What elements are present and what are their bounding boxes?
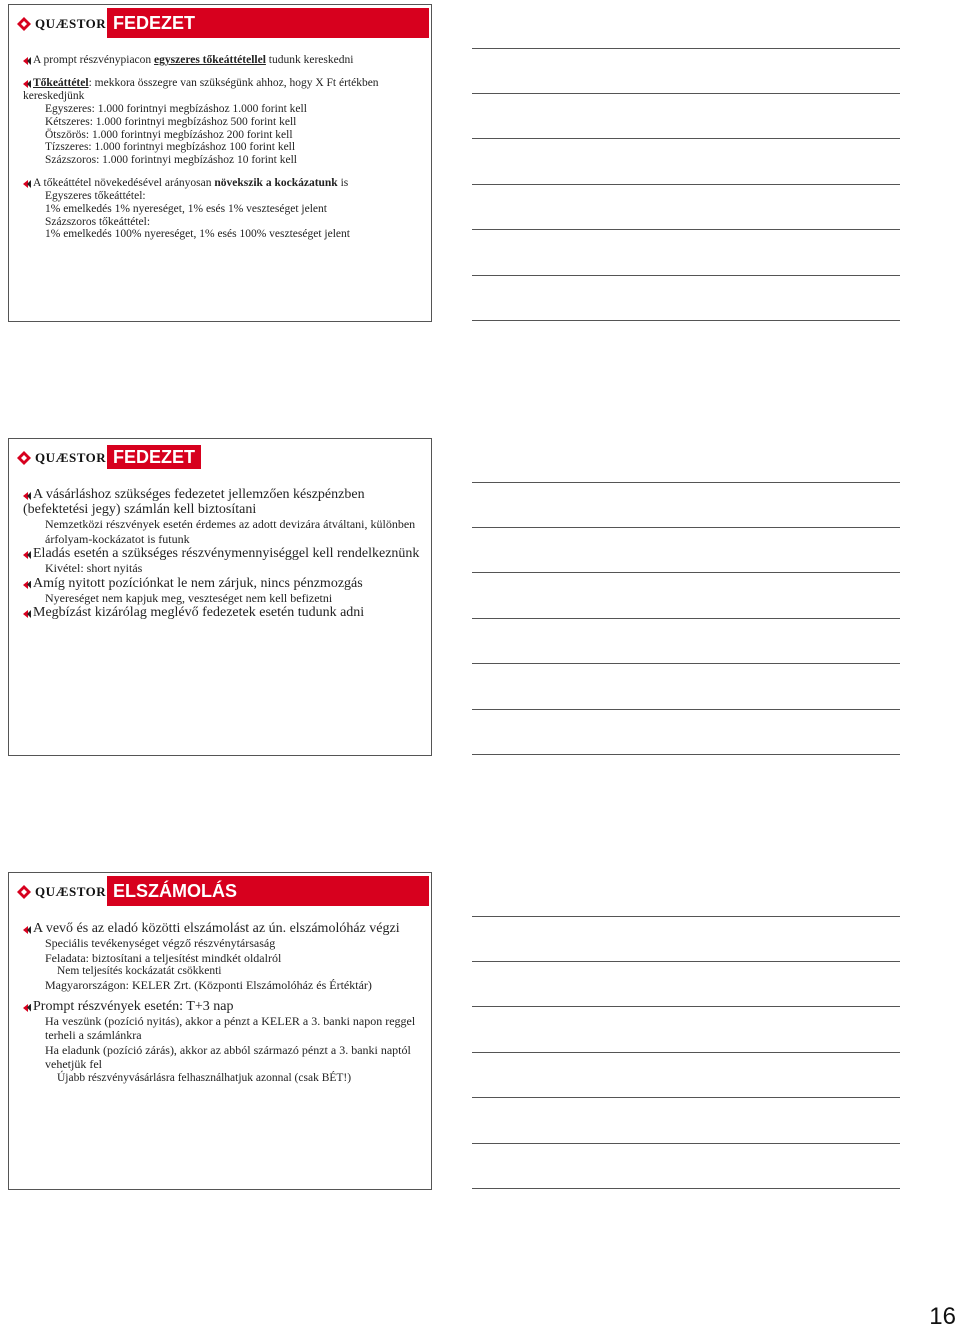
logo-text: QUÆSTOR (35, 450, 107, 465)
text: Amíg nyitott pozíciónkat le nem zárjuk, nincs pénzmozgás (33, 575, 363, 591)
bullet-item (23, 546, 423, 561)
bullet-item (23, 487, 423, 517)
sub-item: Kétszeres: 1.000 forintnyi megbízáshoz 500 forint kell (45, 115, 297, 128)
bullet-icon (23, 78, 31, 86)
slide-body (23, 921, 423, 1085)
text: Eladás esetén a szükséges részvénymennyiséggel kell rendelkeznünk (33, 546, 420, 561)
sub-item: Speciális tevékenységet végző részvénytársaság (45, 936, 276, 950)
sub-item: 1% emelkedés 1% nyereséget, 1% esés 1% veszteséget jelent (45, 202, 327, 215)
sub-item: Százszoros tőkeáttétel: (45, 215, 151, 228)
text: is (337, 176, 349, 189)
sub-item: Ha veszünk (pozíció nyitás), akkor a pénzt a KELER a 3. banki napon reggel terheli a számlánkra (45, 1013, 416, 1042)
sub-item: Ha eladunk (pozíció zárás), akkor az abból származó pénzt a 3. banki naptól vehetjük fel (45, 1042, 411, 1071)
text: A vásárláshoz szükséges fedezetet jellemzően készpénzben (befektetési jegy) számlán kell biztosítani (23, 487, 365, 517)
sub-item: Nyereséget nem kapjuk meg, veszteséget nem kell befizetni (45, 590, 333, 605)
sub-item: Egyszeres tőkeáttétel: (45, 189, 146, 202)
sub-sub-item: Újabb részvényvásárlásra felhasználhatjuk azonnal (csak BÉT!) (57, 1071, 352, 1084)
slide-header (9, 873, 431, 905)
slide-header (9, 5, 431, 37)
notes-lines-1 (472, 0, 900, 330)
bullet-icon (23, 579, 31, 587)
text: A prompt részvénypiacon (33, 54, 155, 66)
quaestor-logo (17, 447, 107, 469)
bullet-icon (23, 55, 31, 63)
logo-mark-icon (17, 17, 31, 31)
bullet-icon (23, 924, 31, 932)
quaestor-logo (17, 13, 107, 35)
bullet-item (23, 54, 423, 67)
slide-title (107, 442, 429, 472)
bullet-item (23, 177, 423, 190)
text: A vevő és az eladó közötti elszámolást az ún. elszámolóház végzi (33, 921, 400, 936)
logo-mark-icon (17, 885, 31, 899)
bullet-icon (23, 1002, 31, 1010)
sub-item: Százszoros: 1.000 forintnyi megbízáshoz 10 forint kell (45, 154, 297, 167)
quaestor-logo (17, 881, 107, 903)
sub-sub-item: Nem teljesítés kockázatát csökkenti (57, 965, 222, 977)
text-bold: Tőkeáttétel (33, 77, 89, 89)
slide-title: ELSZÁMOLÁS (107, 876, 429, 906)
sub-item: Magyarországon: KELER Zrt. (Központi Elszámolóház és Értéktár) (45, 978, 372, 992)
bullet-icon (23, 490, 31, 498)
notes-lines-3 (472, 868, 900, 1198)
sub-item: Kivétel: short nyitás (45, 561, 143, 575)
bullet-icon (23, 549, 31, 557)
text-bold: növekszik a kockázatunk (214, 176, 338, 189)
sub-item: 1% emelkedés 100% nyereséget, 1% esés 100% veszteséget jelent (45, 228, 350, 241)
text-bold: egyszeres tőkeáttétellel (154, 54, 266, 66)
bullet-item (23, 921, 423, 936)
slide-body (23, 54, 423, 241)
sub-item: Nemzetközi részvények esetén érdemes az adott devizára átváltani, különben árfolyam-kockázatot is futunk (45, 517, 416, 546)
text: tudunk kereskedni (265, 54, 354, 66)
sub-item: Tízszeres: 1.000 forintnyi megbízáshoz 100 forint kell (45, 141, 296, 154)
slide-elszamolas (8, 872, 432, 1190)
text: Megbízást kizárólag meglévő fedezetek esetén tudunk adni (33, 605, 365, 620)
text: A tőkeáttétel növekedésével arányosan (33, 176, 215, 189)
logo-text: QUÆSTOR (35, 884, 107, 899)
text: : mekkora összegre van szükségünk ahhoz, hogy X Ft értékben kereskedjünk (23, 77, 379, 102)
logo-mark-icon (17, 451, 31, 465)
slide-fedezet-1 (8, 4, 432, 322)
slide-fedezet-2 (8, 438, 432, 756)
sub-item: Ötszörös: 1.000 forintnyi megbízáshoz 200 forint kell (45, 128, 293, 141)
bullet-item (23, 77, 423, 103)
bullet-item (23, 999, 423, 1014)
slide-title: FEDEZET (107, 8, 429, 38)
bullet-icon (23, 608, 31, 616)
sub-item: Feladata: biztosítani a teljesítést mindkét oldalról (45, 950, 282, 965)
bullet-item (23, 605, 423, 620)
page-number: 16 (929, 1303, 956, 1330)
logo-text: QUÆSTOR (35, 16, 107, 31)
slide-title-text: FEDEZET (107, 445, 201, 469)
bullet-icon (23, 178, 31, 186)
slide-header (9, 439, 431, 471)
notes-lines-2 (472, 434, 900, 764)
text: Prompt részvények esetén: T+3 nap (33, 998, 234, 1014)
sub-item: Egyszeres: 1.000 forintnyi megbízáshoz 1.000 forint kell (45, 103, 307, 115)
bullet-item (23, 576, 423, 591)
slide-body (23, 487, 423, 620)
